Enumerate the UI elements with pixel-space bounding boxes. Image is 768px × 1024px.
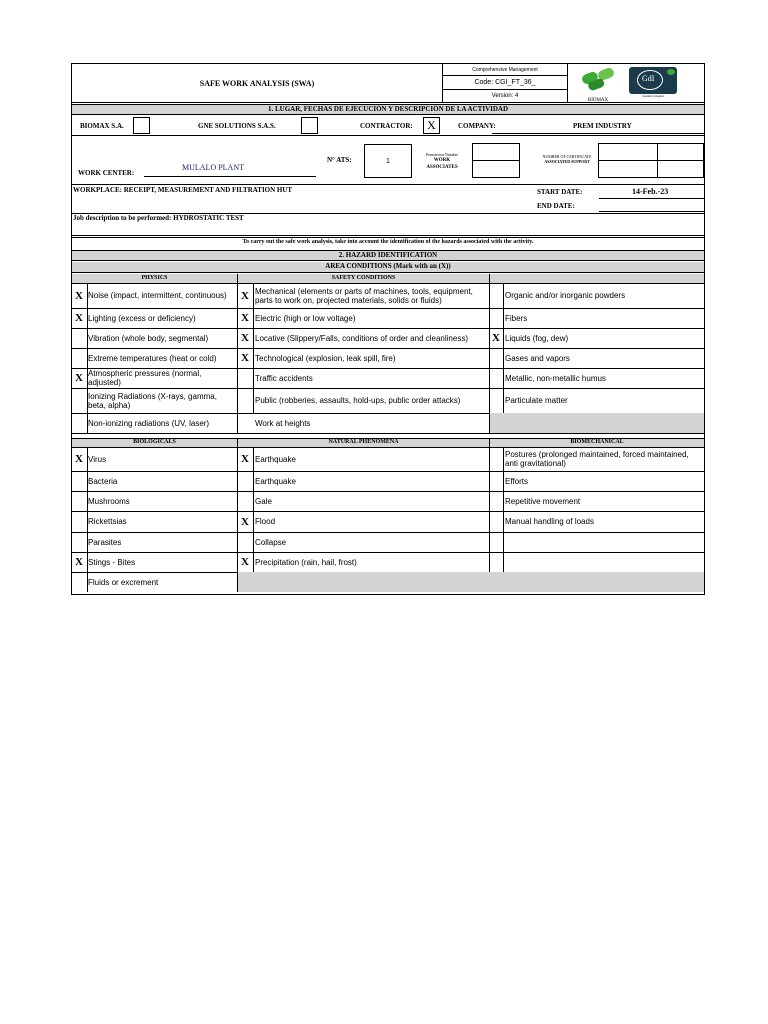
bio-row-3-a-mark[interactable] (72, 511, 86, 532)
bio-row-5-c-label (505, 552, 703, 572)
phys-row-3-a-label: Extreme temperatures (heat or cold) (88, 353, 217, 363)
phys-row-4-a-mark[interactable]: X (75, 372, 83, 384)
phys-row-1-a-label: Lighting (excess or deficiency) (88, 313, 196, 323)
contractor-mark: X (427, 118, 436, 132)
phys-row-0-c-label: Organic and/or inorganic powders (505, 291, 626, 300)
bio-row-5-b-mark[interactable]: X (241, 556, 249, 568)
management-label: Comprehensive Management (472, 66, 538, 73)
bio-row-4-b-mark[interactable] (237, 532, 253, 552)
phys-empty-gray-area (489, 413, 704, 433)
start-date-label: START DATE: (537, 188, 583, 196)
phys-row-3-c-mark[interactable] (489, 348, 503, 368)
work-center-value: MULALO PLANT (182, 163, 244, 172)
phys-row-1-c-mark[interactable] (489, 308, 503, 328)
phys-row-6-a-mark[interactable] (72, 413, 86, 433)
phys-row-6-b-label: Work at heights (255, 418, 311, 428)
job-description: Job description to be performed: HYDROSTATIC TEST (73, 214, 244, 222)
workplace-text: WORKPLACE: RECEIPT, MEASUREMENT AND FILTRATION HUT (73, 186, 293, 194)
bio-row-0-b-mark[interactable]: X (241, 453, 249, 465)
ats-box[interactable] (364, 144, 412, 178)
biomax-logo (578, 67, 618, 103)
phys-row-0-a-mark[interactable]: X (75, 289, 83, 302)
biomax-leaf-icon (578, 67, 618, 91)
bio-row-5-c-mark[interactable] (489, 552, 503, 572)
form-version: Version: 4 (491, 92, 519, 99)
bio-row-0-b-label: Earthquake (255, 454, 296, 464)
gdi-logo (629, 67, 677, 94)
phys-row-4-b-mark[interactable] (237, 368, 253, 388)
physics-header: PHYSICS (72, 274, 237, 283)
bio-row-2-b-mark[interactable] (237, 491, 253, 511)
company-label: COMPANY: (458, 122, 496, 130)
bio-row-2-c-mark[interactable] (489, 491, 503, 511)
phys-row-2-c-label: Liquids (fog, dew) (505, 333, 569, 343)
bio-row-0-c-mark[interactable] (489, 447, 503, 471)
certificate-box-d[interactable] (657, 160, 704, 178)
phys-row-4-b-label: Traffic accidents (255, 373, 313, 383)
bio-row-5-a-mark[interactable]: X (75, 556, 83, 568)
certificate-box-a[interactable] (598, 143, 658, 161)
phys-row-5-a-mark[interactable] (72, 388, 86, 413)
gdi-caption: Gestión Integral (642, 94, 664, 98)
phys-row-2-c-mark[interactable]: X (492, 332, 500, 344)
associated-support-label: ASSOCIATED SUPPORT (544, 159, 590, 164)
chemical-header-blank (489, 274, 704, 283)
ats-value: 1 (386, 157, 390, 165)
bio-row-1-b-label: Earthquake (255, 476, 296, 486)
phys-row-2-b-label: Locative (Slippery/Falls, conditions of order and cleanliness) (255, 333, 468, 343)
phys-row-0-b-mark[interactable]: X (241, 289, 249, 302)
biomax-label: BIOMAX S.A. (80, 122, 124, 130)
bio-row-3-c-label: Manual handling of loads (505, 517, 594, 526)
bio-row-4-b-label: Collapse (255, 537, 287, 547)
certificate-number-label: NUMBER OF CERTIFICATE (542, 154, 592, 159)
phys-row-5-a-label: Ionizing Radiations (X-rays, gamma, beta, alpha) (88, 391, 217, 410)
phys-row-0-c-mark[interactable] (489, 283, 503, 308)
certificate-box-b[interactable] (657, 143, 704, 161)
phys-row-2-a-mark[interactable] (72, 328, 86, 348)
bio-row-2-b-label: Gale (255, 496, 272, 506)
phys-row-3-c-label: Gases and vapors (505, 353, 570, 363)
phys-row-1-b-label: Electric (high or low voltage) (255, 313, 356, 323)
bio-row-1-c-mark[interactable] (489, 471, 503, 491)
gne-label: GNE SOLUTIONS S.A.S. (198, 122, 276, 130)
work-associates-label: WORK ASSOCIATES (426, 158, 458, 170)
bio-row-1-a-mark[interactable] (72, 471, 86, 491)
bio-row-6-a-label: Fluids or excrement (88, 577, 159, 587)
start-date-value: 14-Feb.-23 (632, 187, 669, 196)
phys-row-5-b-label: Public (robberies, assaults, hold-ups, public order attacks) (255, 396, 461, 405)
phys-row-5-b-mark[interactable] (237, 388, 253, 413)
bio-row-3-c-mark[interactable] (489, 511, 503, 532)
section2-title: 2. HAZARD IDENTIFICATION (72, 250, 704, 261)
phys-row-1-b-mark[interactable]: X (241, 312, 249, 324)
contractor-checkbox[interactable] (423, 117, 440, 134)
certificate-box-c[interactable] (598, 160, 658, 178)
bio-row-6-a-mark[interactable] (72, 572, 86, 592)
bio-empty-gray-area (237, 572, 704, 592)
bio-row-4-a-label: Parasites (88, 537, 122, 547)
bio-row-1-a-label: Bacteria (88, 476, 118, 486)
phys-row-6-b-mark[interactable] (237, 413, 253, 433)
bio-row-3-b-label: Flood (255, 517, 276, 526)
bio-row-5-a-label: Stings - Bites (88, 557, 136, 567)
bio-row-2-c-label: Repetitive movement (505, 496, 581, 506)
end-date-label: END DATE: (537, 202, 575, 210)
natural-header: NATURAL PHENOMENA (237, 438, 489, 447)
section1-title: 1. LUGAR, FECHAS DE EJECUCIÓN Y DESCRIPCIÓN DE LA ACTIVIDAD (72, 104, 704, 115)
phys-row-5-c-label: Particulate matter (505, 396, 568, 405)
gdi-logo-text: GdI (642, 74, 655, 83)
bio-row-2-a-mark[interactable] (72, 491, 86, 511)
swa-form (71, 63, 705, 595)
section2-subtitle: AREA CONDITIONS (Mark with an (X)) (72, 262, 704, 273)
phys-row-1-c-label: Fibers (505, 313, 528, 323)
bio-row-3-b-mark[interactable]: X (241, 515, 249, 528)
phys-row-3-a-mark[interactable] (72, 348, 86, 368)
bio-row-1-c-label: Efforts (505, 476, 528, 486)
phys-row-2-b-mark[interactable]: X (241, 332, 249, 344)
gne-checkbox[interactable] (301, 117, 318, 134)
bio-row-3-a-label: Rickettsias (88, 517, 127, 526)
bio-row-0-a-mark[interactable]: X (75, 453, 83, 465)
phys-row-4-c-label: Metallic, non-metallic humus (505, 373, 606, 383)
bio-row-5-b-label: Precipitation (rain, hail, frost) (255, 557, 357, 567)
bio-row-4-c-label (505, 532, 703, 552)
phys-row-5-c-mark[interactable] (489, 388, 503, 413)
bio-row-4-c-mark[interactable] (489, 532, 503, 552)
permission-box-bottom[interactable] (472, 160, 520, 178)
swa-note: To carry out the safe work analysis, take into account the identification of the hazards associated with the activity. (242, 239, 534, 245)
phys-row-3-b-mark[interactable]: X (241, 352, 249, 364)
biomax-caption: BIOMAX (587, 98, 609, 103)
contractor-label: CONTRACTOR: (360, 122, 413, 130)
phys-row-4-a-label: Atmospheric pressures (normal, adjusted) (88, 369, 202, 387)
safety-header: SAFETY CONDITIONS (237, 274, 489, 283)
biomax-checkbox[interactable] (133, 117, 150, 134)
phys-row-0-a-label: Noise (impact, intermittent, continuous) (88, 291, 227, 300)
bio-row-2-a-label: Mushrooms (88, 496, 130, 506)
biomechanical-header: BIOMECHANICAL (489, 438, 704, 447)
bio-row-0-a-label: Virus (88, 454, 107, 464)
permission-box-top[interactable] (472, 143, 520, 161)
phys-row-0-b-label: Mechanical (elements or parts of machines, tools, equipment, parts to work on, projected materials, solids or fluids) (255, 286, 473, 305)
ats-label: N° ATS: (327, 156, 352, 164)
phys-row-4-c-mark[interactable] (489, 368, 503, 388)
phys-row-1-a-mark[interactable]: X (75, 312, 83, 324)
bio-row-1-b-mark[interactable] (237, 471, 253, 491)
work-center-label: WORK CENTER: (78, 169, 135, 177)
permission-number-label: Permission Number (426, 152, 458, 157)
phys-row-3-b-label: Technological (explosion, leak spill, fire) (255, 353, 396, 363)
company-value: PREM INDUSTRY (573, 122, 632, 130)
bio-row-4-a-mark[interactable] (72, 532, 86, 552)
form-title: SAFE WORK ANALYSIS (SWA) (199, 78, 315, 88)
bio-row-0-c-label: Postures (prolonged maintained, forced maintained, anti gravitational) (505, 450, 689, 468)
phys-row-6-a-label: Non-ionizing radiations (UV, laser) (88, 418, 210, 428)
form-code: Code: CGI_FT_36_ (474, 78, 536, 86)
phys-row-2-a-label: Vibration (whole body, segmental) (88, 333, 209, 343)
biologicals-header: BIOLOGICALS (72, 438, 237, 447)
